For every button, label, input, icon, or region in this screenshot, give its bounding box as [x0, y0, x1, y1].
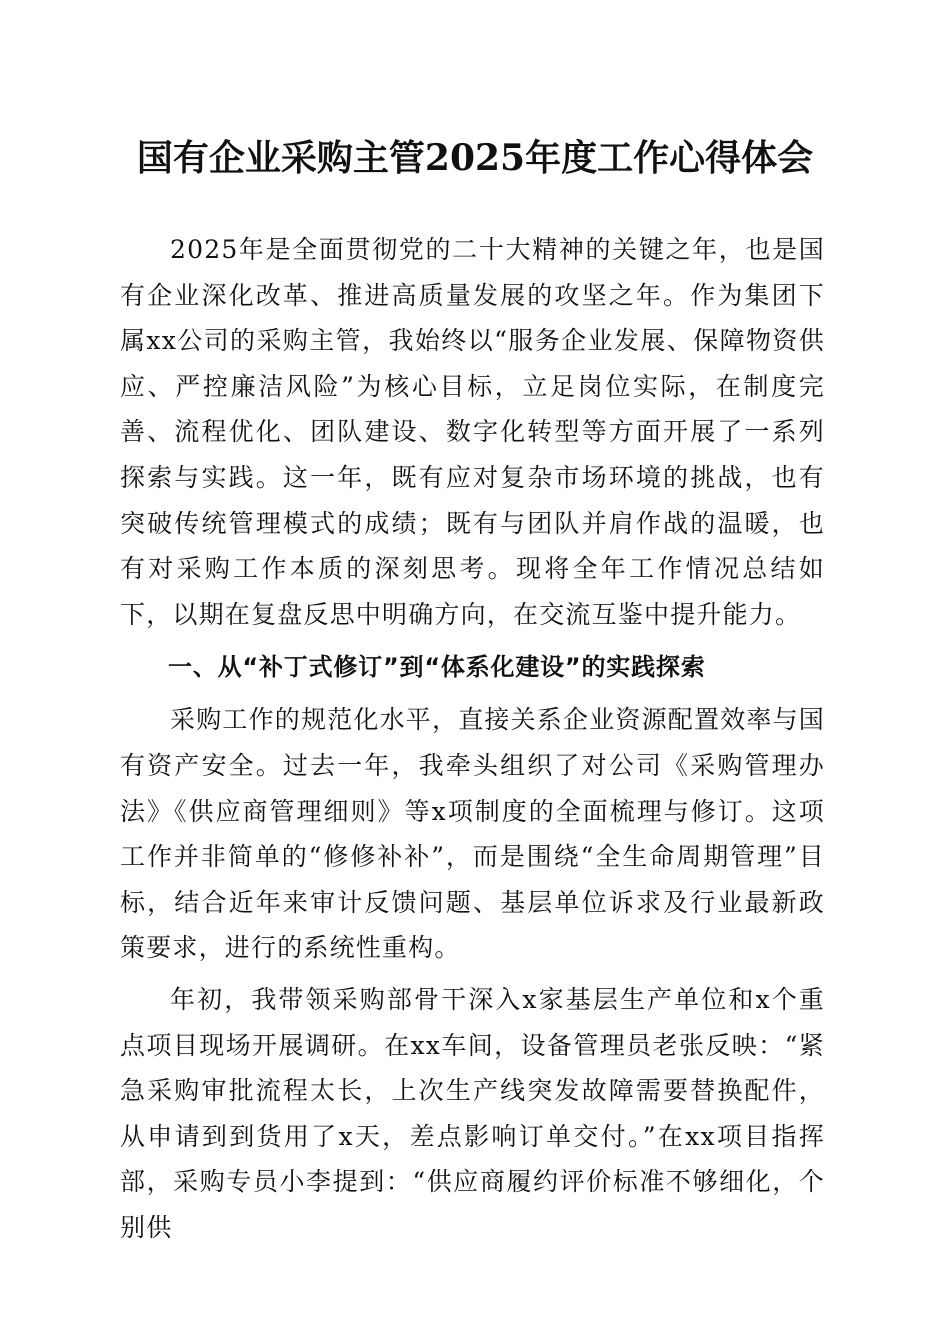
document-body: [120, 227, 825, 1250]
document-title: 国有企业采购主管2025年度工作心得体会: [136, 137, 814, 179]
section-1-paragraph-2: 年初，我带领采购部骨干深入x家基层生产单位和x个重点项目现场开展调研。在xx车间，设备管理员老张反映：“紧急采购审批流程太长，上次生产线突发故障需要替换配件，从申请到到货用了x天，差点影响订单交付。”在xx项目指挥部，采购专员小李提到：“供应商履约评价标准不够细化，个别供: [120, 984, 825, 1242]
section-1-paragraph-1: 采购工作的规范化水平，直接关系企业资源配置效率与国有资产安全。过去一年，我牵头组织了对公司《采购管理办法》《供应商管理细则》等x项制度的全面梳理与修订。这项工作并非简单的“修修补补”，而是围绕“全生命周期管理”目标，结合近年来审计反馈问题、基层单位诉求及行业最新政策要求，进行的系统性重构。: [120, 705, 826, 963]
section-1-heading: 一、从“补丁式修订”到“体系化建设”的实践探索: [168, 653, 706, 682]
intro-paragraph: 2025年是全面贯彻党的二十大精神的关键之年，也是国有企业深化改革、推进高质量发展的攻坚之年。作为集团下属xx公司的采购主管，我始终以“服务企业发展、保障物资供应、严控廉洁风险”为核心目标，立足岗位实际，在制度完善、流程优化、团队建设、数字化转型等方面开展了一系列探索与实践。这一年，既有应对复杂市场环境的挑战，也有突破传统管理模式的成绩；既有与团队并肩作战的温暖，也有对采购工作本质的深刻思考。现将全年工作情况总结如下，以期在复盘反思中明确方向，在交流互鉴中提升能力。: [120, 235, 825, 629]
